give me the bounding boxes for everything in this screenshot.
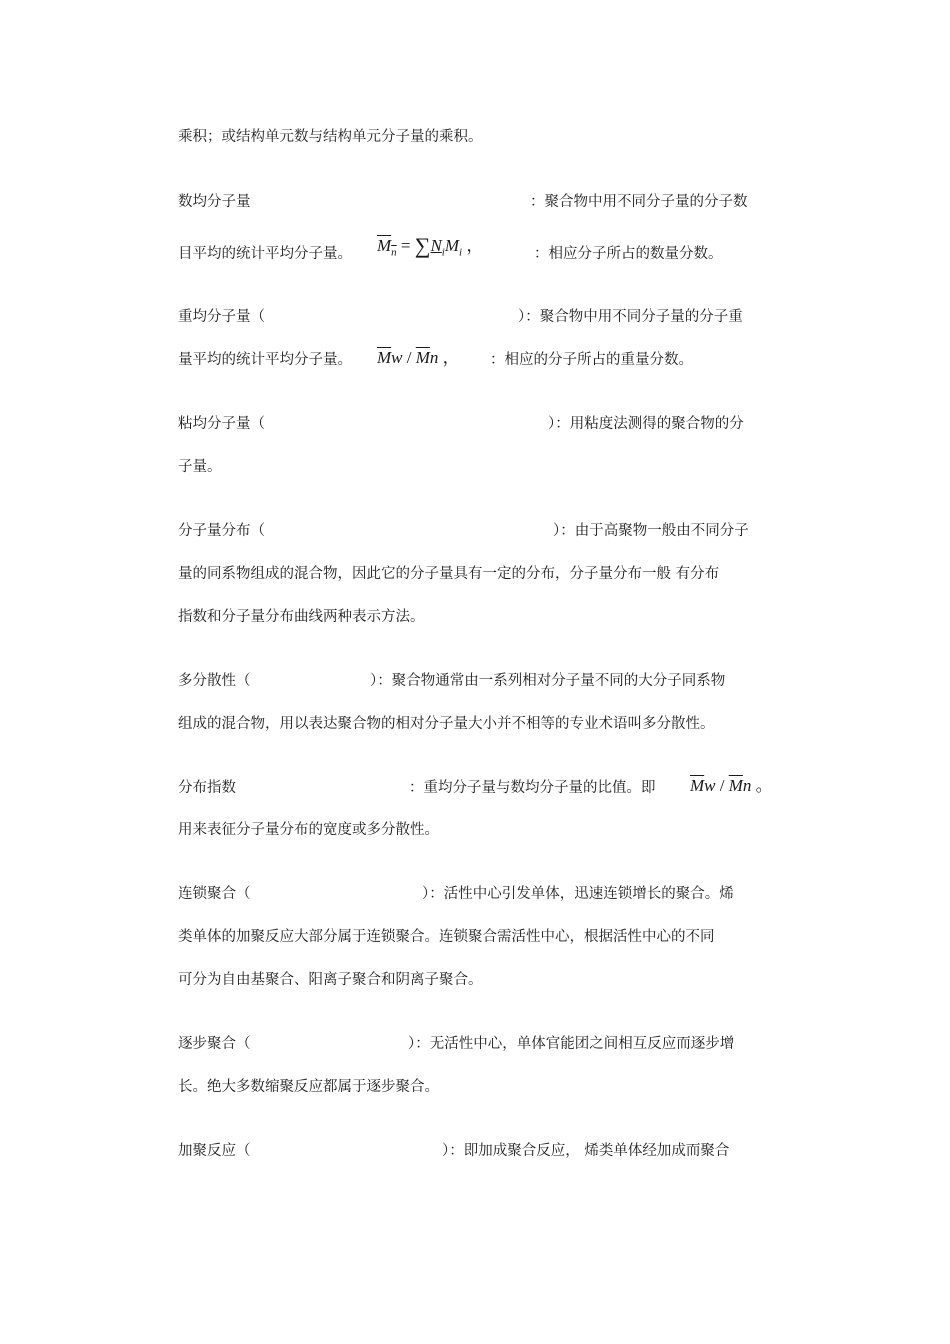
definition-line: ）：用粘度法测得的聚合物的分 — [548, 416, 744, 432]
definition-line: ）：聚合物中用不同分子量的分子重 — [518, 309, 743, 325]
definition-line: ：聚合物中用不同分子量的分子数 — [530, 194, 748, 210]
definition-line: ）：活性中心引发单体，迅速连锁增长的聚合。烯 — [422, 886, 734, 902]
definition-line: ）：由于高聚物一般由不同分子 — [553, 523, 749, 539]
definition-line: 用来表征分子量分布的宽度或多分散性。 — [178, 822, 439, 838]
definition-line: ）：无活性中心，单体官能团之间相互反应而逐步增 — [408, 1036, 735, 1052]
term-distribution-index: 分布指数 — [178, 780, 236, 796]
definition-line: 长。绝大多数缩聚反应都属于逐步聚合。 — [178, 1079, 439, 1095]
paragraph-line: 乘积；或结构单元数与结构单元分子量的乘积。 — [178, 129, 483, 145]
term-weight-average-molecular-weight: 重均分子量（ — [178, 309, 265, 325]
definition-line: 组成的混合物，用以表达聚合物的相对分子量大小并不相等的专业术语叫多分散性。 — [178, 716, 715, 732]
definition-line: 目平均的统计平均分子量。 — [178, 246, 352, 262]
term-polydispersity: 多分散性（ — [178, 673, 251, 689]
formula-mw-mn: $\overline{M}w / \overline{M}n$ 。 — [690, 776, 773, 795]
term-addition-polymerization: 加聚反应（ — [178, 1143, 251, 1159]
definition-line: ：相应的分子所占的重量分数。 — [490, 352, 693, 368]
term-chain-polymerization: 连锁聚合（ — [178, 886, 251, 902]
definition-line: 量平均的统计平均分子量。 — [178, 352, 352, 368]
definition-line: 子量。 — [178, 459, 222, 475]
definition-line: 量的同系物组成的混合物，因此它的分子量具有一定的分布，分子量分布一般 有分布 — [178, 566, 720, 582]
definition-line: 指数和分子量分布曲线两种表示方法。 — [178, 609, 425, 625]
term-molecular-weight-distribution: 分子量分布（ — [178, 523, 265, 539]
term-number-average-molecular-weight: 数均分子量 — [178, 194, 251, 210]
formula-mw-mn: $\overline{M}w / \overline{M}n$ ， — [377, 348, 460, 367]
formula-mn: $M_n = \sum N_iM_i$ ， — [377, 233, 484, 259]
term-viscosity-average-molecular-weight: 粘均分子量（ — [178, 416, 265, 432]
definition-line: ：相应分子所占的数量分数。 — [534, 246, 723, 262]
definition-line: ）：聚合物通常由一系列相对分子量不同的大分子同系物 — [370, 673, 726, 689]
definition-line: ）：即加成聚合反应， 烯类单体经加成而聚合 — [442, 1143, 730, 1159]
term-step-polymerization: 逐步聚合（ — [178, 1036, 251, 1052]
definition-line: 可分为自由基聚合、阳离子聚合和阴离子聚合。 — [178, 972, 483, 988]
definition-line: 类单体的加聚反应大部分属于连锁聚合。连锁聚合需活性中心，根据活性中心的不同 — [178, 929, 715, 945]
definition-line: ：重均分子量与数均分子量的比值。即 — [409, 780, 656, 796]
